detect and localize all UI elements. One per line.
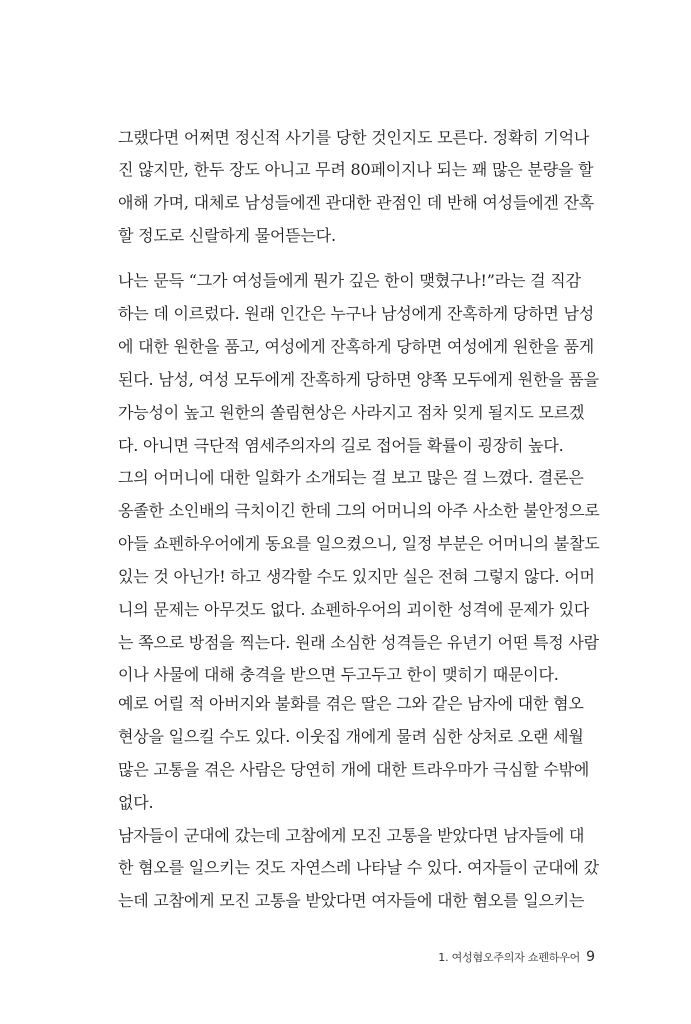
text-line: 있는 것 아닌가! 하고 생각할 수도 있지만 실은 전혀 그렇지 않다. 어머: [118, 567, 595, 586]
text-line: 는 쪽으로 방점을 찍는다. 원래 소심한 성격들은 유년기 어떤 특정 사람: [118, 633, 599, 652]
text-line: 한 혐오를 일으키는 것도 자연스레 나타날 수 있다. 여자들이 군대에 갔: [118, 858, 599, 877]
text-line: 없다.: [118, 793, 154, 812]
text-line: 예로 어릴 적 아버지와 불화를 겪은 딸은 그와 같은 남자에 대한 혐오: [118, 694, 584, 713]
text-line: 진 않지만, 한두 장도 아니고 무려 80페이지나 되는 꽤 많은 분량을 할: [118, 160, 594, 179]
page-number: 9: [586, 949, 595, 965]
text-line: 에 대한 원한을 품고, 여성에게 잔혹하게 당하면 여성에게 원한을 품게: [118, 337, 595, 356]
text-line: 이나 사물에 대해 충격을 받으면 두고두고 한이 맺히기 때문이다.: [118, 665, 559, 684]
text-line: 할 정도로 신랄하게 물어뜯는다.: [118, 226, 336, 245]
text-line: 는데 고참에게 모진 고통을 받았다면 여자들에 대한 혐오를 일으키는: [118, 891, 585, 910]
text-line: 많은 고통을 겪은 사람은 당연히 개에 대한 트라우마가 극심할 수밖에: [118, 760, 590, 779]
text-line: 나는 문득 “그가 여성들에게 뭔가 깊은 한이 맺혔구나!”라는 걸 직감: [118, 271, 581, 290]
text-line: 그의 어머니에 대한 일화가 소개되는 걸 보고 많은 걸 느꼈다. 결론은: [118, 468, 584, 487]
running-chapter-title: 1. 여성혐오주의자 쇼펜하우어: [438, 951, 581, 964]
text-line: 아들 쇼펜하우어에게 동요를 일으켰으니, 일정 부분은 어머니의 불찰도: [118, 534, 600, 553]
text-line: 니의 문제는 아무것도 없다. 쇼펜하우어의 괴이한 성격에 문제가 있다: [118, 600, 590, 619]
page-footer: [438, 946, 595, 965]
text-line: 다. 아니면 극단적 염세주의자의 길로 접어들 확률이 굉장히 높다.: [118, 436, 564, 455]
text-line: 된다. 남성, 여성 모두에게 잔혹하게 당하면 양쪽 모두에게 원한을 품을: [118, 370, 599, 389]
text-line: 현상을 일으킬 수도 있다. 이웃집 개에게 물려 심한 상처로 오랜 세월: [118, 727, 584, 746]
text-line: 가능성이 높고 원한의 쏠림현상은 사라지고 점차 잊게 될지도 모르겠: [118, 403, 585, 422]
text-line: 애해 가며, 대체로 남성들에겐 관대한 관점인 데 반해 여성들에겐 잔혹: [118, 193, 595, 212]
text-line: 그랬다면 어쩌면 정신적 사기를 당한 것인지도 모른다. 정확히 기억나: [118, 128, 590, 147]
text-line: 하는 데 이르렀다. 원래 인간은 누구나 남성에게 잔혹하게 당하면 남성: [118, 304, 595, 323]
text-line: 옹졸한 소인배의 극치이긴 한데 그의 어머니의 아주 사소한 불안정으로: [118, 501, 600, 520]
text-line: 남자들이 군대에 갔는데 고참에게 모진 고통을 받았다면 남자들에 대: [118, 826, 585, 845]
